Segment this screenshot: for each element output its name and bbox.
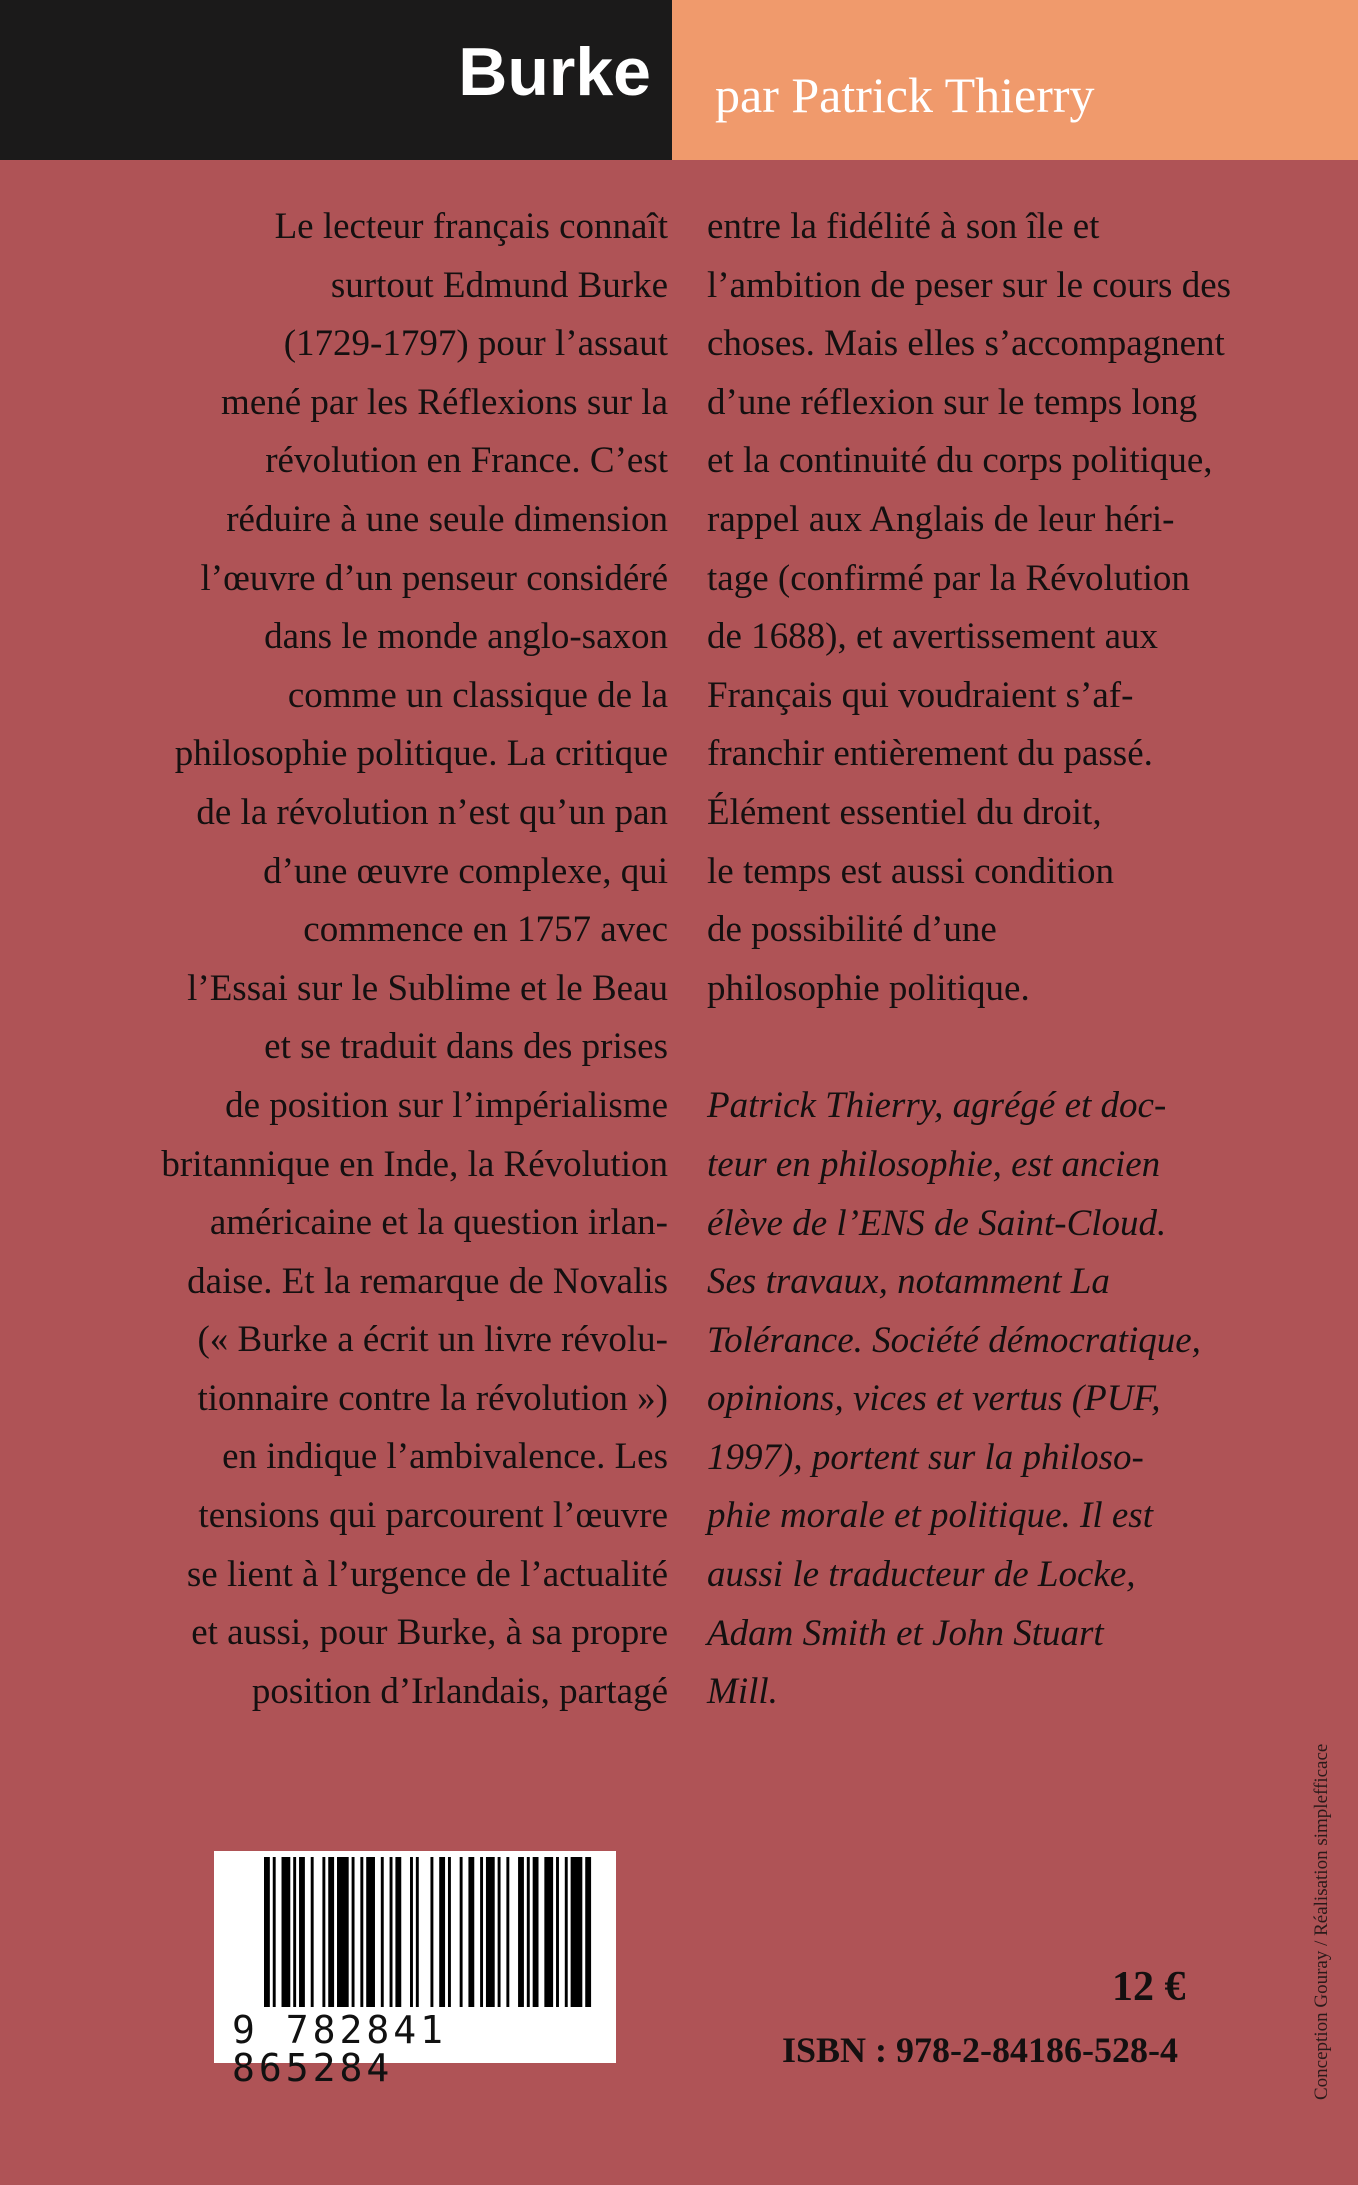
barcode-bar [460,1857,463,2007]
book-author: par Patrick Thierry [715,67,1095,123]
barcode-bar [565,1857,568,2007]
barcode-bar [410,1857,413,2007]
barcode-bar [366,1857,375,2007]
text-line: et se traduit dans des prises [264,1026,668,1068]
barcode-bar [527,1857,530,2007]
isbn: ISBN : 978-2-84186-528-4 [782,2030,1178,2070]
text-line: surtout Edmund Burke [330,264,668,306]
price: 12 € [1112,1964,1186,2010]
barcode-bar [390,1857,393,2007]
text-line: l’œuvre d’un penseur considéré [200,557,668,599]
text-line: et aussi, pour Burke, à sa propre [191,1612,668,1654]
text-line: commence en 1757 avec [303,909,668,951]
barcode-bar [282,1857,291,2007]
text-line: mené par les Réflexions sur la [221,381,668,423]
bio-line: élève de l’ENS de Saint-Cloud. [707,1202,1167,1244]
barcode-bar [571,1857,583,2007]
barcode [214,1851,616,2090]
bio-line: teur en philosophie, est ancien [707,1143,1161,1185]
text-line: de 1688), et avertissement aux [707,616,1159,658]
barcode-bar [518,1857,524,2007]
text-line: révolution en France. C’est [265,440,668,482]
text-line: (1729-1797) pour l’assaut [283,323,668,365]
barcode-bar [360,1857,363,2007]
author-bio [707,1077,1267,1722]
text-line: philosophie politique. [707,967,1030,1009]
text-line: tage (confirmé par la Révolution [707,557,1190,599]
barcode-bar [533,1857,539,2007]
text-line: Élément essentiel du droit, [707,791,1102,833]
text-line: d’une œuvre complexe, qui [263,850,668,892]
barcode-bar [293,1857,296,2007]
text-line: dans le monde anglo-saxon [264,616,668,658]
bio-line: Patrick Thierry, agrégé et doc- [707,1085,1167,1127]
text-line: tensions qui parcourent l’œuvre [198,1495,668,1537]
barcode-bar [299,1857,305,2007]
barcode-bar [311,1857,314,2007]
text-line: britannique en Inde, la Révolution [161,1143,668,1185]
text-line: le temps est aussi condition [707,850,1114,892]
paragraph-gap [707,1018,1267,1077]
text-line: franchir entièrement du passé. [707,733,1153,775]
text-line: américaine et la question irlan- [209,1202,668,1244]
text-line: de possibilité d’une [707,909,997,951]
barcode-bar [556,1857,559,2007]
text-line: position d’Irlandais, partagé [251,1670,668,1712]
barcode-bars [264,1857,594,2007]
text-line: d’une réflexion sur le temps long [707,381,1198,423]
barcode-bar [498,1857,501,2007]
text-line: se lient à l’urgence de l’actualité [186,1553,668,1595]
text-line: choses. Mais elles s’accompagnent [707,323,1225,365]
design-credit: Conception Gouray / Réalisation simplefficace [1311,1743,1332,2100]
text-line: comme un classique de la [287,674,668,716]
barcode-bar [544,1857,553,2007]
bio-line: opinions, vices et vertus (PUF, [707,1378,1161,1420]
text-line: Le lecteur français connaît [274,206,668,247]
barcode-bar [468,1857,474,2007]
bio-line: 1997), portent sur la philoso- [707,1436,1144,1478]
barcode-bar [328,1857,334,2007]
barcode-bar [381,1857,384,2007]
barcode-bar [430,1857,433,2007]
barcode-bar [439,1857,445,2007]
text-line: de la révolution n’est qu’un pan [196,791,668,833]
barcode-bar [273,1857,276,2007]
text-line: (« Burke a écrit un livre révolu- [197,1319,668,1361]
barcode-bar [395,1857,401,2007]
text-line: de position sur l’impérialisme [225,1084,668,1126]
text-line: en indique l’ambivalence. Les [222,1436,668,1478]
barcode-bar [416,1857,419,2007]
barcode-bar [585,1857,591,2007]
bio-line: aussi le traducteur de Locke, [707,1554,1136,1596]
bio-line: phie morale et politique. Il est [707,1495,1153,1537]
text-line: l’Essai sur le Sublime et le Beau [187,967,668,1009]
bio-line: Mill. [707,1671,778,1713]
book-title: Burke [458,34,651,110]
barcode-bar [506,1857,509,2007]
barcode-bar [337,1857,349,2007]
text-line: daise. Et la remarque de Novalis [187,1260,668,1302]
barcode-bar [322,1857,325,2007]
bio-line: Ses travaux, notamment La [707,1261,1110,1303]
barcode-bar [352,1857,355,2007]
text-line: entre la fidélité à son île et [707,206,1100,247]
text-line: Français qui voudraient s’af- [707,674,1134,716]
barcode-bar [486,1857,495,2007]
barcode-bar [448,1857,451,2007]
bio-line: Tolérance. Société démocratique, [707,1319,1201,1361]
text-line: et la continuité du corps politique, [707,440,1213,482]
bio-line: Adam Smith et John Stuart [707,1612,1104,1654]
author-band [672,0,1358,160]
description-left-column [96,198,668,1721]
description-right-column [707,198,1267,1722]
text-line: l’ambition de peser sur le cours des [707,264,1232,306]
barcode-bar [264,1857,270,2007]
text-line: réduire à une seule dimension [226,498,668,540]
title-band [0,0,672,160]
text-line: rappel aux Anglais de leur héri- [707,498,1175,540]
barcode-bar [480,1857,483,2007]
barcode-digits: 9 782841 865284 [232,2008,448,2090]
text-line: philosophie politique. La critique [174,733,668,775]
text-line: tionnaire contre la révolution ») [197,1377,668,1419]
